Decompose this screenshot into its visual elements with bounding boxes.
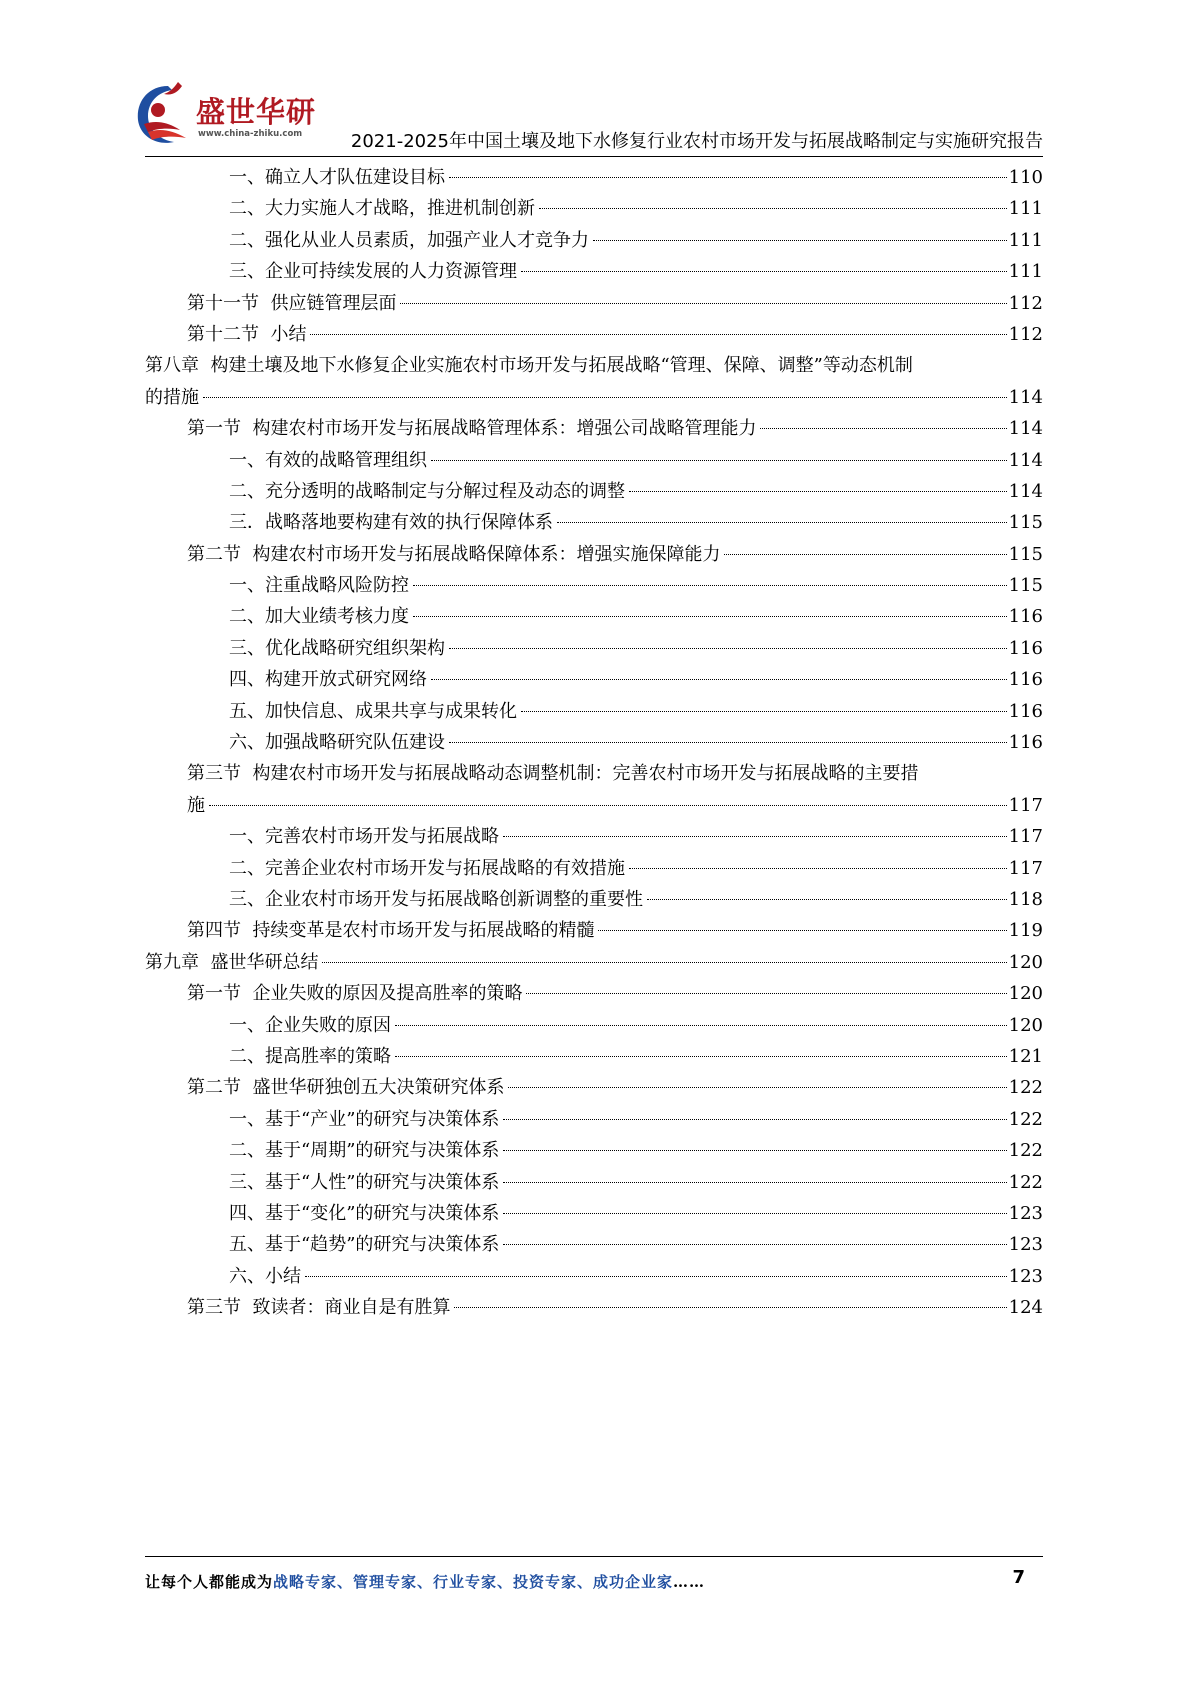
toc-entry-title: 三、优化战略研究组织架构 (229, 637, 445, 659)
toc-leader-dots (305, 1276, 1007, 1277)
toc-page-number: 115 (1008, 543, 1043, 565)
toc-entry-title: 第四节 持续变革是农村市场开发与拓展战略的精髓 (187, 920, 595, 942)
toc-leader-dots (395, 1056, 1007, 1057)
toc-leader-dots (395, 1025, 1007, 1026)
toc-entry[interactable] (145, 978, 1043, 1009)
logo-swoosh-icon (134, 80, 198, 150)
toc-entry[interactable] (145, 413, 1043, 444)
toc-entry-title: 五、基于“趋势”的研究与决策体系 (229, 1234, 500, 1256)
toc-entry-title-continued: 施 (187, 794, 205, 816)
toc-leader-dots (413, 585, 1007, 586)
toc-leader-dots (526, 993, 1006, 994)
toc-entry[interactable] (145, 1072, 1043, 1103)
toc-leader-dots (503, 1150, 1006, 1151)
toc-entry[interactable] (145, 288, 1043, 319)
toc-page-number: 116 (1008, 732, 1043, 754)
toc-leader-dots (557, 522, 1007, 523)
toc-entry-title: 三、企业农村市场开发与拓展战略创新调整的重要性 (229, 888, 643, 910)
toc-entry-title: 第十二节 小结 (187, 323, 307, 345)
toc-leader-dots (598, 930, 1006, 931)
toc-leader-dots (449, 177, 1007, 178)
toc-entry-title: 三．战略落地要构建有效的执行保障体系 (229, 512, 553, 534)
toc-page-number: 116 (1008, 669, 1043, 691)
toc-entry[interactable] (145, 162, 1043, 193)
toc-page-number: 116 (1008, 606, 1043, 628)
toc-page-number: 114 (1008, 480, 1043, 502)
toc-entry[interactable] (145, 1261, 1043, 1292)
toc-page-number: 122 (1008, 1140, 1043, 1162)
toc-entry-title: 二、提高胜率的策略 (229, 1045, 391, 1067)
toc-page-number: 111 (1008, 261, 1043, 283)
toc-leader-dots (413, 616, 1007, 617)
toc-leader-dots (209, 805, 1007, 806)
toc-entry-title: 一、确立人才队伍建设目标 (229, 167, 445, 188)
toc-leader-dots (449, 742, 1007, 743)
toc-entry-title: 第二节 盛世华研独创五大决策研究体系 (187, 1077, 505, 1099)
toc-entry[interactable] (145, 445, 1043, 476)
toc-entry-title: 第八章 构建土壤及地下水修复企业实施农村市场开发与拓展战略“管理、保障、调整”等动态机制 (145, 355, 913, 377)
footer-slogan (145, 1571, 705, 1592)
footer-slogan-suffix: …… (673, 1573, 706, 1591)
logo-text: 盛世华研 (196, 95, 317, 129)
toc-page-number: 115 (1008, 512, 1043, 534)
toc-leader-dots (431, 460, 1007, 461)
toc-leader-dots (449, 648, 1007, 649)
toc-page-number: 122 (1008, 1171, 1043, 1193)
toc-entry[interactable] (145, 507, 1043, 538)
toc-entry[interactable] (145, 947, 1043, 978)
toc-entry-title: 六、小结 (229, 1265, 301, 1287)
toc-entry[interactable] (145, 884, 1043, 915)
toc-page-number: 122 (1008, 1108, 1043, 1130)
toc-entry-title: 一、注重战略风险防控 (229, 575, 409, 597)
toc-leader-dots (400, 303, 1006, 304)
toc-entry-title: 第十一节 供应链管理层面 (187, 292, 397, 314)
toc-entry[interactable] (145, 696, 1043, 727)
toc-entry-title: 一、完善农村市场开发与拓展战略 (229, 826, 499, 848)
toc-leader-dots (203, 397, 1007, 398)
toc-leader-dots (508, 1087, 1006, 1088)
toc-entry-title: 六、加强战略研究队伍建设 (229, 732, 445, 754)
toc-leader-dots (431, 679, 1007, 680)
header-divider (145, 156, 1043, 157)
toc-entry-title: 第九章 盛世华研总结 (145, 951, 319, 973)
toc-entry[interactable] (145, 633, 1043, 664)
toc-leader-dots (629, 868, 1007, 869)
toc-page-number: 122 (1008, 1077, 1043, 1099)
toc-entry[interactable] (145, 1104, 1043, 1135)
toc-leader-dots (539, 208, 1007, 209)
toc-entry-title: 二、基于“周期”的研究与决策体系 (229, 1140, 500, 1162)
toc-entry-title: 四、基于“变化”的研究与决策体系 (229, 1202, 500, 1224)
toc-leader-dots (593, 240, 1007, 241)
toc-entry[interactable] (145, 319, 1043, 350)
toc-entry-title: 第三节 构建农村市场开发与拓展战略动态调整机制：完善农村市场开发与拓展战略的主要措 (187, 763, 919, 785)
toc-entry-title: 五、加快信息、成果共享与成果转化 (229, 700, 517, 722)
toc-leader-dots (521, 711, 1007, 712)
toc-leader-dots (503, 1182, 1006, 1183)
toc-entry-title: 三、企业可持续发展的人力资源管理 (229, 261, 517, 283)
toc-entry[interactable] (145, 256, 1043, 287)
footer-slogan-prefix: 让每个人都能成为 (145, 1573, 274, 1591)
toc-entry-title: 二、强化从业人员素质，加强产业人才竞争力 (229, 229, 589, 251)
toc-page-number: 115 (1008, 575, 1043, 597)
toc-entry[interactable] (145, 601, 1043, 632)
toc-entry[interactable] (145, 1010, 1043, 1041)
report-title: 2021-2025年中国土壤及地下水修复行业农村市场开发与拓展战略制定与实施研究报告 (350, 131, 1043, 152)
toc-leader-dots (454, 1307, 1006, 1308)
toc-page-number: 114 (1008, 418, 1043, 440)
toc-leader-dots (503, 836, 1007, 837)
toc-entry[interactable] (145, 539, 1043, 570)
toc-page-number: 111 (1008, 198, 1043, 220)
toc-page-number: 117 (1008, 826, 1043, 848)
footer-slogan-highlight: 战略专家、管理专家、行业专家、投资专家、成功企业家 (273, 1573, 674, 1591)
toc-leader-dots (503, 1213, 1006, 1214)
toc-entry[interactable] (145, 1229, 1043, 1260)
toc-page-number: 117 (1008, 857, 1043, 879)
toc-entry[interactable] (145, 225, 1043, 256)
toc-page-number: 120 (1008, 951, 1043, 973)
toc-entry-title: 二、加大业绩考核力度 (229, 606, 409, 628)
toc-entry[interactable] (145, 853, 1043, 884)
toc-leader-dots (724, 554, 1006, 555)
toc-entry-title: 一、有效的战略管理组织 (229, 449, 427, 471)
toc-page-number: 123 (1008, 1234, 1043, 1256)
toc-entry-title: 二、完善企业农村市场开发与拓展战略的有效措施 (229, 857, 625, 879)
toc-page-number: 123 (1008, 1265, 1043, 1287)
toc-page-number: 112 (1008, 292, 1043, 314)
toc-leader-dots (760, 428, 1006, 429)
toc-entry-title-continued: 的措施 (145, 386, 199, 408)
toc-entry-title: 第三节 致读者：商业自是有胜算 (187, 1297, 451, 1319)
toc-entry[interactable] (145, 1041, 1043, 1072)
toc-page-number: 120 (1008, 1014, 1043, 1036)
page-number: 7 (1012, 1567, 1025, 1588)
table-of-contents (145, 162, 1043, 1323)
toc-leader-dots (521, 271, 1007, 272)
toc-page-number: 121 (1008, 1045, 1043, 1067)
toc-leader-dots (322, 962, 1006, 963)
toc-leader-dots (629, 491, 1007, 492)
toc-entry[interactable] (145, 1135, 1043, 1166)
toc-leader-dots (503, 1119, 1006, 1120)
toc-entry[interactable] (145, 350, 1043, 413)
toc-page-number: 116 (1008, 700, 1043, 722)
toc-entry-title: 二、大力实施人才战略，推进机制创新 (229, 198, 535, 220)
footer-divider (145, 1556, 1043, 1557)
toc-page-number: 118 (1008, 888, 1043, 910)
toc-page-number: 111 (1008, 229, 1043, 251)
toc-entry[interactable] (145, 476, 1043, 507)
toc-entry[interactable] (145, 915, 1043, 946)
toc-page-number: 124 (1008, 1297, 1043, 1319)
logo-url: www.china-zhiku.com (198, 129, 303, 139)
toc-entry[interactable] (145, 727, 1043, 758)
toc-entry[interactable] (145, 1167, 1043, 1198)
toc-entry[interactable] (145, 758, 1043, 821)
toc-page-number: 112 (1008, 323, 1043, 345)
toc-entry[interactable] (145, 664, 1043, 695)
toc-page-number: 123 (1008, 1202, 1043, 1224)
toc-leader-dots (503, 1244, 1006, 1245)
toc-page-number: 114 (1008, 386, 1043, 408)
toc-entry-title: 一、企业失败的原因 (229, 1014, 391, 1036)
company-logo (138, 80, 317, 150)
toc-leader-dots (310, 334, 1006, 335)
toc-entry-title: 三、基于“人性”的研究与决策体系 (229, 1171, 500, 1193)
toc-entry[interactable] (145, 821, 1043, 852)
toc-entry-title: 二、充分透明的战略制定与分解过程及动态的调整 (229, 480, 625, 502)
toc-entry[interactable] (145, 1292, 1043, 1323)
toc-page-number: 110 (1008, 167, 1043, 188)
toc-page-number: 119 (1008, 920, 1043, 942)
toc-entry-title: 第一节 构建农村市场开发与拓展战略管理体系：增强公司战略管理能力 (187, 418, 757, 440)
toc-page-number: 114 (1008, 449, 1043, 471)
toc-entry-title: 四、构建开放式研究网络 (229, 669, 427, 691)
toc-entry-title: 第一节 企业失败的原因及提高胜率的策略 (187, 983, 523, 1005)
toc-entry[interactable] (145, 570, 1043, 601)
toc-page-number: 120 (1008, 983, 1043, 1005)
toc-page-number: 117 (1008, 794, 1043, 816)
toc-entry[interactable] (145, 193, 1043, 224)
toc-entry[interactable] (145, 1198, 1043, 1229)
toc-entry-title: 第二节 构建农村市场开发与拓展战略保障体系：增强实施保障能力 (187, 543, 721, 565)
toc-leader-dots (647, 899, 1007, 900)
toc-entry-title: 一、基于“产业”的研究与决策体系 (229, 1108, 500, 1130)
toc-page-number: 116 (1008, 637, 1043, 659)
